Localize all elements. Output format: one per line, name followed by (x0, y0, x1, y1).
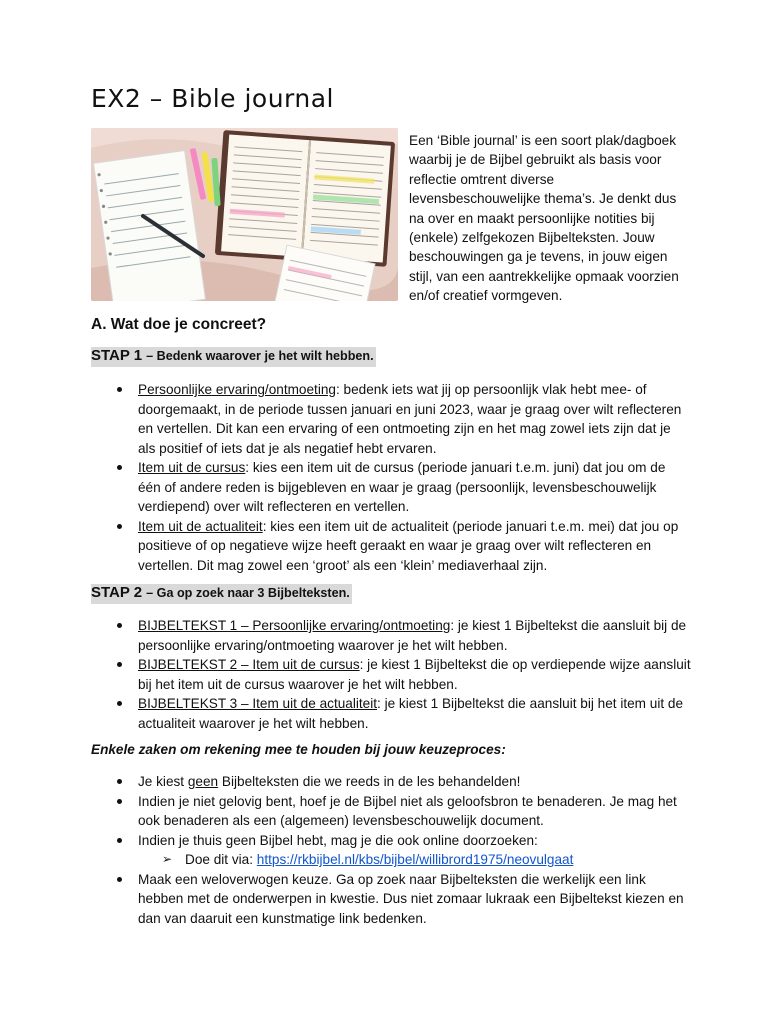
tip-text: Doe dit via: (185, 852, 257, 867)
list-item (91, 870, 691, 929)
sub-list-item (138, 850, 691, 870)
list-item (91, 694, 691, 733)
item-term: BIJBELTEKST 1 – Persoonlijke ervaring/ontmoeting (138, 618, 451, 633)
step-2-heading (91, 584, 352, 604)
list-item (91, 792, 691, 831)
item-text: : je kiest 1 Bijbeltekst die aansluit bij het item uit de actualiteit waarover je het wilt hebben. (138, 696, 684, 731)
step-1-label: STAP 1 (91, 347, 143, 364)
step-2-text: – Ga op zoek naar 3 Bijbelteksten. (146, 586, 350, 600)
page-title: EX2 – Bible journal (91, 84, 334, 113)
tips-list (91, 772, 691, 928)
tip-text: Indien je niet gelovig bent, hoef je de Bijbel niet als geloofsbron te benaderen. Je mag het ook benaderen als een (algemeen) levensbeschouwelijk document. (138, 793, 677, 828)
intro-paragraph: Een ‘Bible journal’ is een soort plak/dagboek waarbij je de Bijbel gebruikt als basis voor reflectie omtrent diverse levensbeschouwelijke thema’s. Je denkt dus na over en maakt persoonlijke notities bij (enkele) zelfgekozen Bijbelteksten. Jouw beschouwingen ga je tevens, in jouw eigen stijl, van een aantrekkelijke opmaak voorzien en/of creatief vormgeven. (409, 133, 679, 304)
list-item (91, 517, 691, 576)
item-text: : kies een item uit de cursus (periode januari t.e.m. juni) dat jou om de één of andere reden is bijgebleven en waar je graag (persoonlijk, levensbeschouwelijk verdiepend) over wilt reflecteren en vertellen. (138, 460, 666, 514)
list-item (91, 458, 691, 517)
sub-list (138, 850, 691, 870)
list-item (91, 616, 691, 655)
item-text: : je kiest 1 Bijbeltekst die aansluit bij de persoonlijke ervaring/ontmoeting waarover je het wilt hebben. (138, 618, 687, 653)
arrow-bullet-icon: ➢ (162, 852, 173, 866)
bible-online-link[interactable]: https://rkbijbel.nl/kbs/bijbel/willibrord1975/neovulgaat (256, 852, 574, 867)
step-2-list (91, 616, 691, 733)
step-2-label: STAP 2 (91, 584, 143, 601)
step-1-list (91, 380, 691, 575)
step-1-heading (91, 347, 376, 367)
list-item (91, 380, 691, 458)
list-item (91, 831, 691, 870)
list-item (91, 655, 691, 694)
tip-text: Je kiest (138, 774, 188, 789)
item-term: BIJBELTEKST 3 – Item uit de actualiteit (138, 696, 378, 711)
list-item (91, 772, 691, 792)
tip-text: Bijbelteksten die we reeds in de les behandelden! (218, 774, 521, 789)
item-term: BIJBELTEKST 2 – Item uit de cursus (138, 657, 360, 672)
item-text: : kies een item uit de actualiteit (periode januari t.e.m. mei) dat jou op positieve of op negatieve wijze heeft geraakt en waar je graag over wilt reflecteren en vertellen. Dit mag zowel een ‘groot’ als een ‘klein’ mediaverhaal zijn. (138, 518, 679, 573)
item-text: : je kiest 1 Bijbeltekst die op verdiepende wijze aansluit bij het item uit de cursus waarover je het wilt hebben. (138, 657, 691, 692)
step-1-text: – Bedenk waarover je het wilt hebben. (146, 349, 374, 363)
item-text: : bedenk iets wat jij op persoonlijk vlak hebt mee- of doorgemaakt, in de periode tussen januari en juni 2023, waar je graag over wilt reflecteren en vertellen. Dit kan een ervaring of een ontmoeting zijn en het mag zowel iets zijn dat je als positief of iets dat je als negatief hebt ervaren. (138, 382, 682, 456)
item-term: Item uit de cursus (138, 460, 246, 475)
bible-journal-photo (91, 128, 398, 301)
tip-text: Maak een weloverwogen keuze. Ga op zoek naar Bijbelteksten die werkelijk een link hebben met de onderwerpen in kwestie. Dus niet zomaar lukraak een Bijbeltekst kiezen en dan van daaruit een kunstmatige link bedenken. (138, 871, 684, 926)
tip-text: Indien je thuis geen Bijbel hebt, mag je die ook online doorzoeken: (138, 832, 538, 848)
tip-emphasis: geen (187, 774, 219, 789)
item-term: Item uit de actualiteit (138, 518, 263, 534)
section-heading: A. Wat doe je concreet? (91, 316, 267, 333)
considerations-heading: Enkele zaken om rekening mee te houden bij jouw keuzeproces: (91, 742, 506, 757)
item-term: Persoonlijke ervaring/ontmoeting (138, 382, 336, 397)
